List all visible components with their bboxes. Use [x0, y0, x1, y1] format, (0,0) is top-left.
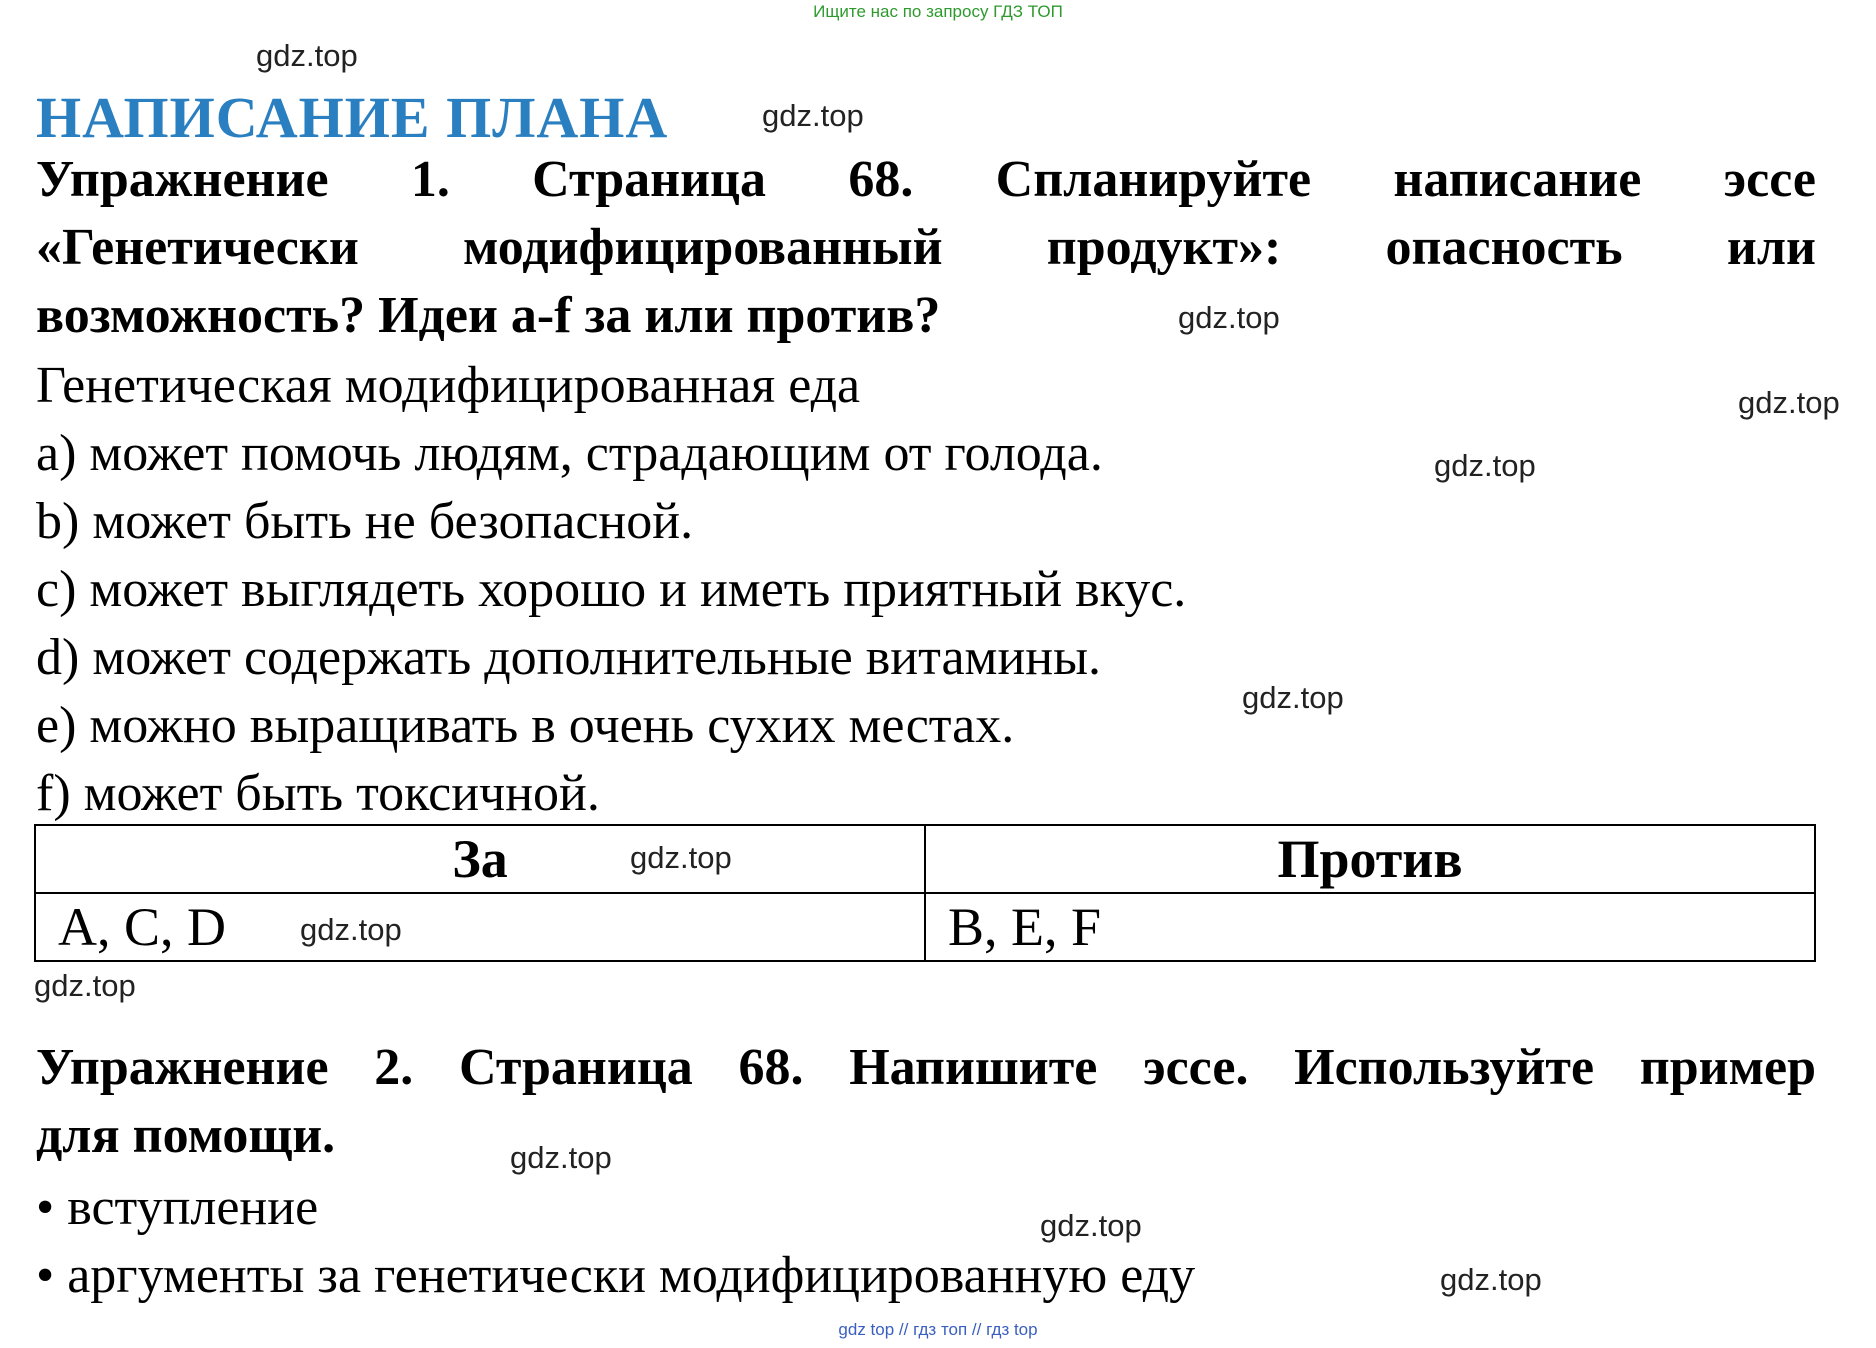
table-header-row [35, 825, 1815, 893]
footer-watermark: gdz top // гдз топ // гдз top [838, 1320, 1038, 1339]
watermark: gdz.top [510, 1140, 612, 1175]
watermark: gdz.top [630, 840, 732, 875]
watermark: gdz.top [1242, 680, 1344, 715]
bullet-introduction: • вступление [36, 1179, 319, 1236]
watermark: gdz.top [34, 968, 136, 1003]
idea-item-b: b) может быть не безопасной. [36, 493, 694, 550]
exercise-2-line: Упражнение 2. Страница 68. Напишите эссе. Используйте пример [36, 1039, 1816, 1096]
idea-item-f: f) может быть токсичной. [36, 765, 600, 822]
idea-item-e: e) можно выращивать в очень сухих местах. [36, 697, 1015, 754]
watermark: gdz.top [762, 98, 864, 133]
watermark: gdz.top [256, 38, 358, 73]
exercise-1-line: возможность? Идеи a-f за или против? [36, 287, 941, 344]
header-for: За [35, 825, 925, 893]
bullet-arguments-for: • аргументы за генетически модифицированную еду [36, 1247, 1196, 1304]
exercise-2-heading [36, 1034, 1816, 1170]
exercise-1-heading [36, 146, 1816, 350]
exercise-1-line: «Генетически модифицированный продукт»: опасность или [36, 219, 1816, 276]
watermark: gdz.top [1440, 1262, 1542, 1297]
idea-item-d: d) может содержать дополнительные витамины. [36, 629, 1102, 686]
watermark: gdz.top [1178, 300, 1280, 335]
idea-item-c: c) может выглядеть хорошо и иметь приятный вкус. [36, 561, 1187, 618]
watermark: gdz.top [1738, 385, 1840, 420]
idea-item-a: a) может помочь людям, страдающим от голода. [36, 425, 1103, 482]
watermark: gdz.top [300, 912, 402, 947]
watermark: gdz.top [1040, 1208, 1142, 1243]
exercise-2-line: для помощи. [36, 1107, 336, 1164]
cell-against: B, E, F [925, 893, 1815, 961]
food-intro: Генетическая модифицированная еда [36, 357, 861, 414]
cell-for: A, C, D [35, 893, 925, 961]
page-title: НАПИСАНИЕ ПЛАНА [36, 85, 669, 150]
exercise-1-line: Упражнение 1. Страница 68. Спланируйте написание эссе [36, 151, 1816, 208]
watermark: gdz.top [1434, 448, 1536, 483]
top-banner: Ищите нас по запросу ГДЗ ТОП [813, 2, 1063, 21]
header-against: Против [925, 825, 1815, 893]
